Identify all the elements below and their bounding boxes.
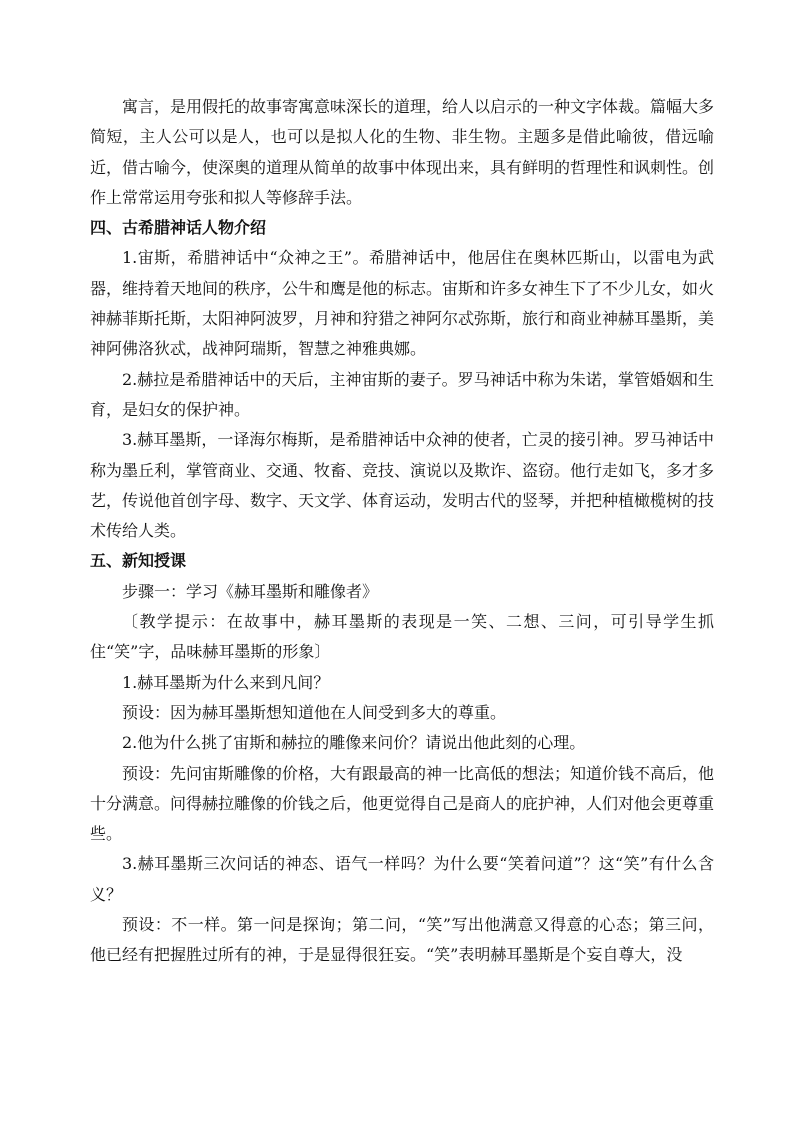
intro-paragraph: 寓言，是用假托的故事寄寓意味深长的道理，给人以启示的一种文字体裁。篇幅大多简短，主人公可以是人，也可以是拟人化的生物、非生物。主题多是借此喻彼，借远喻近，借古喻今，使深奥的道理从简单的故事中体现出来，具有鲜明的哲理性和讽刺性。创作上常常运用夸张和拟人等修辞手法。	[90, 97, 715, 207]
document-body	[90, 92, 714, 971]
paragraph-question-3: 3.赫耳墨斯三次问话的神态、语气一样吗？为什么要“笑着问道”？这“笑”有什么含义？	[90, 854, 714, 904]
paragraph-answer-1: 预设：因为赫耳墨斯想知道他在人间受到多大的尊重。	[122, 702, 507, 722]
section-heading-greek-myth-characters: 四、古希腊神话人物介绍	[90, 218, 267, 238]
paragraph-teaching-tip: 〔教学提示：在故事中，赫耳墨斯的表现是一笑、二想、三问，可引导学生抓住“笑”字，品味赫耳墨斯的形象〕	[90, 612, 714, 662]
paragraph-question-1: 1.赫耳墨斯为什么来到凡间？	[122, 672, 330, 692]
paragraph-zeus: 1.宙斯，希腊神话中“众神之王”。希腊神话中，他居住在奥林匹斯山，以雷电为武器，维持着天地间的秩序，公牛和鹰是他的标志。宙斯和许多女神生下了不少儿女，如火神赫菲斯托斯，太阳神阿波罗，月神和狩猎之神阿尔忒弥斯，旅行和商业神赫耳墨斯，美神阿佛洛狄忒，战神阿瑞斯，智慧之神雅典娜。	[90, 248, 715, 359]
paragraph-question-2: 2.他为什么挑了宙斯和赫拉的雕像来问价？请说出他此刻的心理。	[122, 733, 586, 753]
paragraph-answer-2: 预设：先问宙斯雕像的价格，大有跟最高的神一比高低的想法；知道价钱不高后，他十分满意。问得赫拉雕像的价钱之后，他更觉得自己是商人的庇护神，人们对他会更尊重些。	[90, 763, 715, 844]
paragraph-hermes: 3.赫耳墨斯，一译海尔梅斯，是希腊神话中众神的使者，亡灵的接引神。罗马神话中称为墨丘利，掌管商业、交通、牧畜、竞技、演说以及欺诈、盗窃。他行走如飞，多才多艺，传说他首创字母、数字、天文学、体育运动，发明古代的竖琴，并把种植橄榄树的技术传给人类。	[90, 430, 715, 541]
paragraph-step-one: 步骤一：学习《赫耳墨斯和雕像者》	[122, 581, 379, 601]
section-heading-new-lesson: 五、新知授课	[90, 551, 187, 571]
paragraph-hera: 2.赫拉是希腊神话中的天后，主神宙斯的妻子。罗马神话中称为朱诺，掌管婚姻和生育，是妇女的保护神。	[90, 369, 714, 419]
paragraph-answer-3: 预设：不一样。第一问是探询；第二问，“笑”写出他满意又得意的心态；第三问，他已经有把握胜过所有的神，于是显得很狂妄。“笑”表明赫耳墨斯是个妄自尊大，没	[90, 915, 714, 965]
